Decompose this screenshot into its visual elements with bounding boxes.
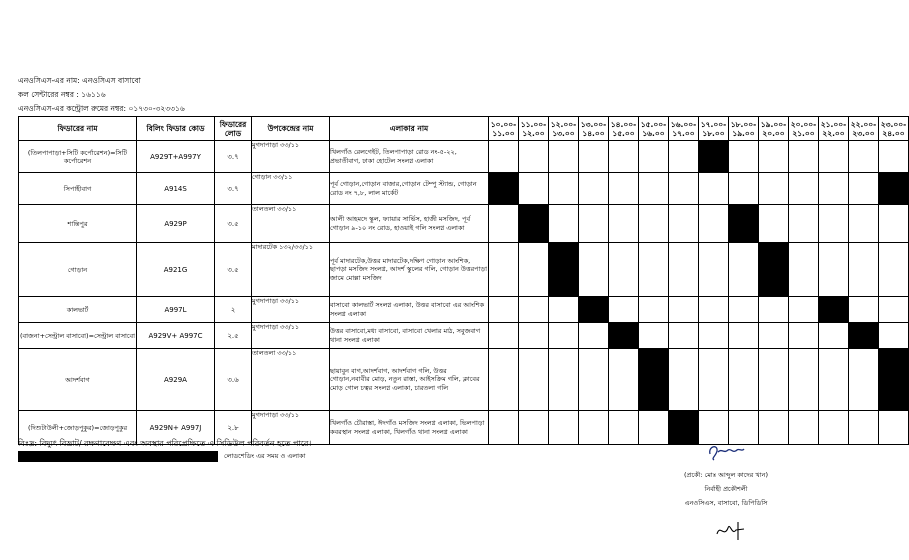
slot-cell [609,141,639,173]
area-name: বাসাবো কালভার্ট সংলগ্ন এলাকা, উত্তর বাসাবো এর আংশিক সংলগ্ন এলাকা [330,297,489,323]
slot-cell [639,173,669,205]
slot-cell [759,349,789,411]
substation-name: মুগদাপাড়া ৩৩/১১ [252,141,330,173]
slot-start: ২৩.০০- [880,119,907,129]
col-area-name: এলাকার নাম [330,117,489,141]
slot-cell [609,173,639,205]
slot-cell [789,323,819,349]
slot-cell [879,243,909,297]
shed-slot-cell [669,411,699,445]
slot-end: ১৬.০০ [642,128,665,138]
signatory-title: নির্বাহী প্রকৌশলী [704,485,748,493]
slot-cell [759,411,789,445]
slot-cell [699,323,729,349]
slot-cell [669,243,699,297]
slot-cell [579,323,609,349]
header-row [19,117,909,141]
billing-code: A929P [137,205,215,243]
slot-cell [489,243,519,297]
slot-cell [639,411,669,445]
slot-cell [669,173,699,205]
slot-cell [609,297,639,323]
signatory-office: এনওসিএস, বাসাবো, ডিপিডিসি [684,499,768,507]
feeder-name: শান্তিপুর [19,205,137,243]
slot-cell [789,205,819,243]
slot-end: ১১.০০ [492,128,515,138]
loadshedding-schedule-table [18,116,909,445]
feeder-name: গোড়ান [19,243,137,297]
feeder-name: (বাজনা+সেন্ট্রাল বাসাবো)=সেন্ট্রাল বাসাবো [19,323,137,349]
feeder-load: ৩.৭ [215,173,252,205]
feeder-name: সিপাহীবাগ [19,173,137,205]
substation-name: মুগদাপাড়া ৩৩/১১ [252,411,330,445]
slot-cell [699,349,729,411]
slot-end: ২১.০০ [792,128,815,138]
shed-slot-cell [729,205,759,243]
legend-label: লোডশেডিং এর সময় ও এলাকা [224,452,306,460]
slot-cell [849,243,879,297]
table-row [19,243,909,297]
slot-cell [819,349,849,411]
slot-cell [549,323,579,349]
slot-cell [639,141,669,173]
slot-cell [819,411,849,445]
shed-slot-cell [879,349,909,411]
area-name: ছায়াবুন বাগ,আদর্শবাগ, আদর্শবাগ গলি, উত্তর গোড়ান,নবাবীর মোড়, নতুন রাস্তা, আইসক্রিম গলি, ক্লাবের মোড় গোল চত্বর সংলগ্ন এলাকা, চারতলা গলি [330,349,489,411]
table-row [19,297,909,323]
shed-slot-cell [519,205,549,243]
slot-end: ১৮.০০ [702,128,725,138]
schedule-note: বিঃদ্র: বিদ্যুৎ বিভ্রাট/ রক্ষণাবেক্ষণ এবং অবস্থার পরিপ্রেক্ষিতে এ সিডিউল পরিবর্তন হতে পারে। [18,439,312,448]
area-name: খিলগাঁও চৌরাস্তা, ঈদগাঁও মসজিদ সংলগ্ন এলাকা, ভিলপাড়া কবরস্থান সংলগ্ন এলাকা, খিলগাঁও থানা সংলগ্ন এলাকা [330,411,489,445]
feeder-name: (তিলপাপাড়া+সিটি কর্পোরেশন)=সিটি কর্পোরেশন [19,141,137,173]
signatory-name: (প্রকৌ: মোঃ আব্দুল কাদের খান) [683,471,769,479]
area-name: পূর্ব মাদারটেক,উত্তর মাদারটেক,দক্ষিণ গোড়ান আংশিক, ছাপড়া মসজিদ সংলগ্ন, আদর্শ স্কুলের গলি, গোড়ান উত্তরপাড়া জামে মোল্লা মসজিদ [330,243,489,297]
col-time-slot [639,117,669,141]
billing-code: A929T+A997Y [137,141,215,173]
substation-name: মাদারটেক ১৩২/৩৩/১১ [252,243,330,297]
slot-cell [699,243,729,297]
slot-cell [849,411,879,445]
slot-cell [519,411,549,445]
slot-cell [489,205,519,243]
slot-start: ১৭.০০- [700,119,727,129]
area-name: উত্তর বাসাবো,মধ্য বাসাবো, বাসাবো খেলার মাঠ, সবুজবাগ থানা সংলগ্ন এলাকা [330,323,489,349]
slot-start: ১৪.০০- [610,119,637,129]
feeder-load: ২.৫ [215,323,252,349]
feeder-load: ৩.৫ [215,205,252,243]
slot-cell [549,205,579,243]
area-name: পূর্ব গোড়ান,গোড়ান বাজার,গোড়ান টেম্পু স্ট্যান্ড, গোড়ান রোড নং ৭,৮, লাল মার্কেট [330,173,489,205]
slot-cell [639,243,669,297]
slot-cell [489,323,519,349]
col-time-slot [879,117,909,141]
slot-end: ১৫.০০ [612,128,635,138]
table-row [19,349,909,411]
feeder-load: ৩.৭ [215,141,252,173]
slot-cell [519,141,549,173]
table-row [19,173,909,205]
slot-cell [849,297,879,323]
slot-start: ২২.০০- [850,119,877,129]
slot-cell [609,411,639,445]
slot-cell [519,243,549,297]
col-substation: উপকেন্দ্রের নাম [252,117,330,141]
slot-end: ২২.০০ [822,128,845,138]
col-time-slot [519,117,549,141]
col-time-slot [489,117,519,141]
shed-slot-cell [879,173,909,205]
slot-cell [519,297,549,323]
slot-cell [729,173,759,205]
billing-code: A921G [137,243,215,297]
slot-cell [759,205,789,243]
col-time-slot [849,117,879,141]
slot-cell [669,141,699,173]
slot-cell [789,349,819,411]
slot-cell [669,205,699,243]
slot-cell [789,297,819,323]
slot-cell [579,205,609,243]
slot-cell [729,297,759,323]
slot-cell [879,205,909,243]
slot-cell [519,349,549,411]
shed-slot-cell [549,243,579,297]
slot-cell [489,349,519,411]
substation-name: তালতলা ৩৩/১১ [252,349,330,411]
slot-start: ১২.০০- [550,119,577,129]
slot-cell [729,323,759,349]
slot-cell [489,141,519,173]
slot-cell [699,173,729,205]
shed-slot-cell [639,349,669,411]
slot-cell [639,297,669,323]
slot-cell [849,205,879,243]
billing-code: A914S [137,173,215,205]
slot-end: ১৯.০০ [732,128,755,138]
slot-cell [549,349,579,411]
shed-slot-cell [759,243,789,297]
slot-cell [759,297,789,323]
slot-start: ১১.০০- [520,119,547,129]
slot-cell [609,243,639,297]
slot-cell [519,173,549,205]
slot-cell [819,141,849,173]
shed-slot-cell [819,297,849,323]
slot-cell [639,323,669,349]
col-time-slot [669,117,699,141]
slot-cell [489,297,519,323]
billing-code: A929V+ A997C [137,323,215,349]
col-time-slot [729,117,759,141]
col-feeder-load: ফিডারের লোড [215,117,252,141]
slot-cell [549,173,579,205]
slot-end: ২৩.০০ [852,128,875,138]
shed-slot-cell [849,323,879,349]
billing-code: A929N+ A997J [137,411,215,445]
col-time-slot [759,117,789,141]
substation-name: গোড়ান ৩৩/১১ [252,173,330,205]
area-name: খিলগাঁও রেলগেইট, তিলপাপাড়া রোড নং-৫-২২, প্রভাতীবাগ, ঢাকা হোটেল সংলগ্ন এলাকা [330,141,489,173]
signature-mark [706,440,746,464]
slot-cell [729,141,759,173]
slot-cell [819,205,849,243]
slot-cell [819,243,849,297]
slot-cell [549,141,579,173]
slot-end: ১৩.০০ [552,128,575,138]
slot-cell [579,349,609,411]
area-name: আলী আহমদে স্কুল, ফ্যায়ার সার্ভিস, হাজী মসজিদ, পূর্ব গোড়ান ৯-১০ নং রোড, হাওয়াই গলি সংলগ্ন এলাকা [330,205,489,243]
slot-cell [819,173,849,205]
slot-start: ১৮.০০- [730,119,757,129]
noc-name: এনওসিএস-এর নাম: এনওসিএস বাসাবো [18,76,141,85]
slot-cell [579,411,609,445]
slot-cell [609,349,639,411]
slot-cell [849,349,879,411]
shed-slot-cell [579,297,609,323]
slot-cell [489,411,519,445]
slot-cell [549,297,579,323]
slot-cell [789,243,819,297]
slot-cell [879,297,909,323]
slot-start: ১৫.০০- [640,119,667,129]
slot-cell [789,411,819,445]
col-time-slot [819,117,849,141]
feeder-name: আদর্শবাগ [19,349,137,411]
slot-cell [879,323,909,349]
billing-code: A929A [137,349,215,411]
slot-cell [759,323,789,349]
slot-end: ১৪.০০ [582,128,605,138]
slot-cell [669,349,699,411]
substation-name: মুগদাপাড়া ৩৩/১১ [252,297,330,323]
slot-cell [759,173,789,205]
col-billing-code: বিলিং ফিডার কোড [137,117,215,141]
slot-start: ১০.০০- [490,119,517,129]
slot-cell [639,205,669,243]
slot-cell [549,411,579,445]
call-center-number: কল সেন্টারের নম্বর : ১৬১১৬ [18,90,106,99]
slot-cell [669,323,699,349]
slot-cell [849,173,879,205]
billing-code: A997L [137,297,215,323]
shed-slot-cell [489,173,519,205]
feeder-load: ২.৮ [215,411,252,445]
slot-cell [729,349,759,411]
slot-end: ২০.০০ [762,128,785,138]
slot-cell [759,141,789,173]
slot-cell [669,297,699,323]
col-time-slot [609,117,639,141]
shed-slot-cell [609,323,639,349]
substation-name: মুগদাপাড়া ৩৩/১১ [252,323,330,349]
table-row [19,323,909,349]
control-room-number: এনওসিএস-এর কন্ট্রোল রুমের নম্বর: ০১৭৩০-৩২৩৩১৬ [18,104,185,113]
feeder-name: (দিশুটাউলী+জোড়পুকুর)=জোড়পুকুর [19,411,137,445]
slot-cell [789,173,819,205]
slot-end: ২৪.০০ [882,128,905,138]
feeder-name: কালভার্ট [19,297,137,323]
slot-cell [519,323,549,349]
slot-start: ১৯.০০- [760,119,787,129]
slot-cell [879,411,909,445]
slot-cell [699,297,729,323]
slot-start: ২০.০০- [790,119,817,129]
slot-cell [609,205,639,243]
feeder-load: ২ [215,297,252,323]
col-time-slot [789,117,819,141]
col-feeder-name: ফিডারের নাম [19,117,137,141]
slot-cell [579,243,609,297]
slot-cell [819,323,849,349]
col-time-slot [579,117,609,141]
slot-start: ১৬.০০- [670,119,697,129]
shed-slot-cell [699,141,729,173]
legend-swatch [18,451,218,462]
slot-cell [699,205,729,243]
legend [18,451,305,462]
substation-name: তালতলা ৩৩/১১ [252,205,330,243]
feeder-load: ৩.৫ [215,243,252,297]
feeder-load: ৩.৬ [215,349,252,411]
slot-cell [879,141,909,173]
slot-cell [579,173,609,205]
slot-cell [789,141,819,173]
initials-mark [714,518,748,542]
slot-cell [579,141,609,173]
slot-cell [849,141,879,173]
col-time-slot [549,117,579,141]
slot-end: ১৭.০০ [672,128,695,138]
table-row [19,141,909,173]
table-row [19,205,909,243]
col-time-slot [699,117,729,141]
slot-end: ১২.০০ [522,128,545,138]
slot-cell [729,243,759,297]
slot-start: ২১.০০- [820,119,847,129]
slot-start: ১৩.০০- [580,119,607,129]
